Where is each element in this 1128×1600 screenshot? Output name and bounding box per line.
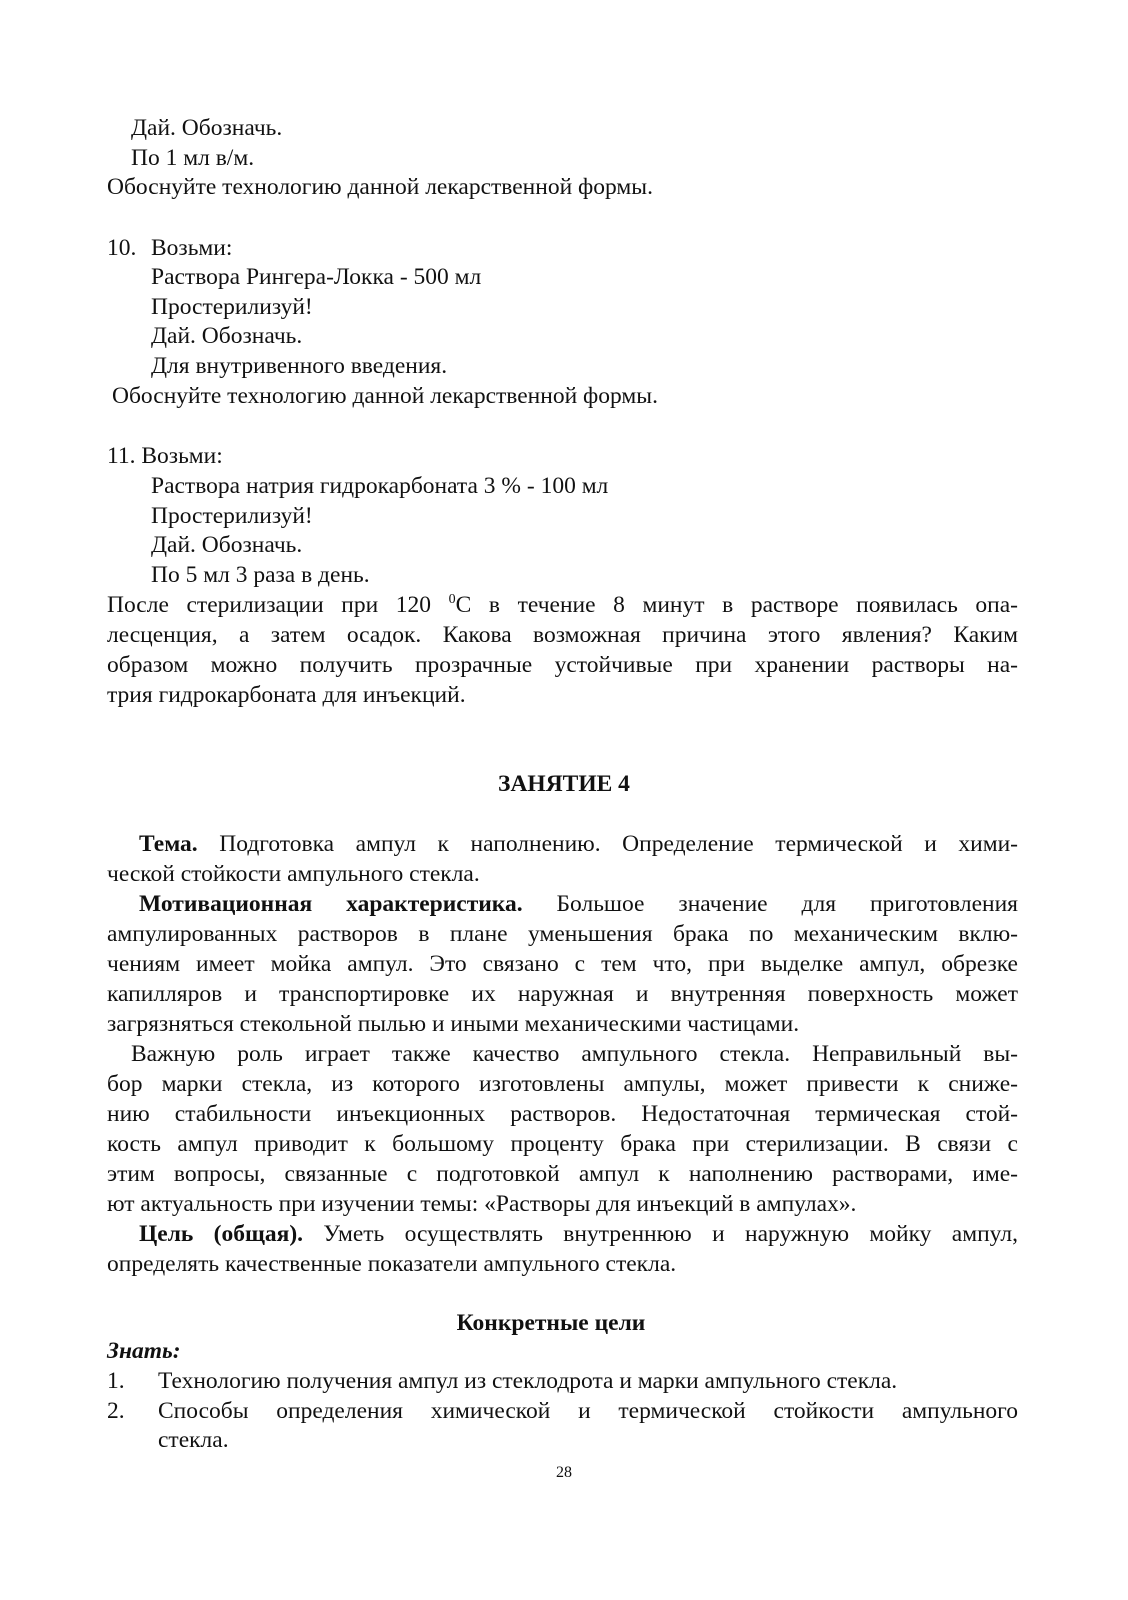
role-line-3: нию стабильности инъекционных растворов. Недостаточная термическая стой- xyxy=(107,1101,1018,1127)
list-item-2-number: 2. xyxy=(107,1398,125,1424)
goal-line-1 xyxy=(139,1219,1018,1249)
lesson-title: ЗАНЯТИЕ 4 xyxy=(498,771,630,797)
rx10-heading: Возьми: xyxy=(151,235,233,261)
rx10-task: Обоснуйте технологию данной лекарственной формы. xyxy=(112,383,658,409)
specific-goals-title: Конкретные цели xyxy=(456,1310,646,1336)
rx10-line-3: Дай. Обозначь. xyxy=(151,323,303,349)
topic-line-2: ческой стойкости ампульного стекла. xyxy=(107,861,480,887)
role-line-2: бор марки стекла, из которого изготовлены ампулы, может привести к сниже- xyxy=(107,1071,1018,1097)
rx11-question-line-2: лесценция, а затем осадок. Какова возможная причина этого явления? Каким xyxy=(107,622,1018,648)
role-line-5: этим вопросы, связанные с подготовкой ампул к наполнению растворами, име- xyxy=(107,1161,1018,1187)
rx9-line-2: По 1 мл в/м. xyxy=(131,145,255,171)
rx11-line-2: Простерилизуй! xyxy=(151,503,313,529)
role-line-4: кость ампул приводит к большому проценту брака при стерилизации. В связи с xyxy=(107,1131,1018,1157)
motivation-line-3: чениям имеет мойка ампул. Это связано с тем что, при выделке ампул, обрезке xyxy=(107,951,1018,977)
question-text-b: С в течение 8 минут в растворе появилась опа- xyxy=(455,592,1019,618)
rx10-line-4: Для внутривенного введения. xyxy=(151,353,448,379)
goal-line-2: определять качественные показатели ампульного стекла. xyxy=(107,1251,677,1277)
motivation-line-5: загрязняться стекольной пылью и иными механическими частицами. xyxy=(107,1011,800,1037)
motivation-line-4: капилляров и транспортировке их наружная и внутренняя поверхность может xyxy=(107,981,1018,1007)
goal-label: Цель (общая). xyxy=(139,1221,304,1247)
rx11-line-4: По 5 мл 3 раза в день. xyxy=(151,562,370,588)
list-item-2-text: Способы определения химической и термической стойкости ампульного xyxy=(158,1398,1018,1424)
role-line-6: ют актуальность при изучении темы: «Растворы для инъекций в ампулах». xyxy=(107,1191,857,1217)
list-item-1-number: 1. xyxy=(107,1368,125,1394)
list-item-1-text: Технологию получения ампул из стеклодрота и марки ампульного стекла. xyxy=(158,1368,898,1394)
motivation-text: Большое значение для приготовления xyxy=(522,891,1018,917)
degree-superscript: 0 xyxy=(448,592,456,607)
rx11-line-3: Дай. Обозначь. xyxy=(151,532,303,558)
motivation-line-2: ампулированных растворов в плане уменьшения брака по механическим вклю- xyxy=(107,921,1018,947)
know-label: Знать: xyxy=(107,1338,181,1364)
rx11-question-line-3: образом можно получить прозрачные устойчивые при хранении растворы на- xyxy=(107,652,1018,678)
rx10-line-1: Раствора Рингера-Локка - 500 мл xyxy=(151,264,482,290)
motivation-line-1 xyxy=(139,889,1018,919)
rx9-task: Обоснуйте технологию данной лекарственной формы. xyxy=(107,174,653,200)
topic-line-1 xyxy=(139,829,1018,859)
rx10-line-2: Простерилизуй! xyxy=(151,294,313,320)
topic-text: Подготовка ампул к наполнению. Определение термической и хими- xyxy=(197,831,1018,857)
motivation-label: Мотивационная характеристика. xyxy=(139,891,523,917)
rx11-heading: 11. Возьми: xyxy=(107,443,223,469)
rx11-question-line-1 xyxy=(107,590,1018,620)
question-text-a: После стерилизации при 120 xyxy=(107,592,449,618)
rx9-line-1: Дай. Обозначь. xyxy=(131,115,283,141)
topic-label: Тема. xyxy=(139,831,198,857)
page-number: 28 xyxy=(556,1464,572,1481)
role-line-1: Важную роль играет также качество ампульного стекла. Неправильный вы- xyxy=(131,1041,1018,1067)
list-item-2-text-cont: стекла. xyxy=(158,1427,229,1453)
goal-text: Уметь осуществлять внутреннюю и наружную мойку ампул, xyxy=(303,1221,1018,1247)
rx11-question-line-4: трия гидрокарбоната для инъекций. xyxy=(107,682,466,708)
rx10-number: 10. xyxy=(107,235,137,261)
rx11-line-1: Раствора натрия гидрокарбоната 3 % - 100 мл xyxy=(151,473,609,499)
